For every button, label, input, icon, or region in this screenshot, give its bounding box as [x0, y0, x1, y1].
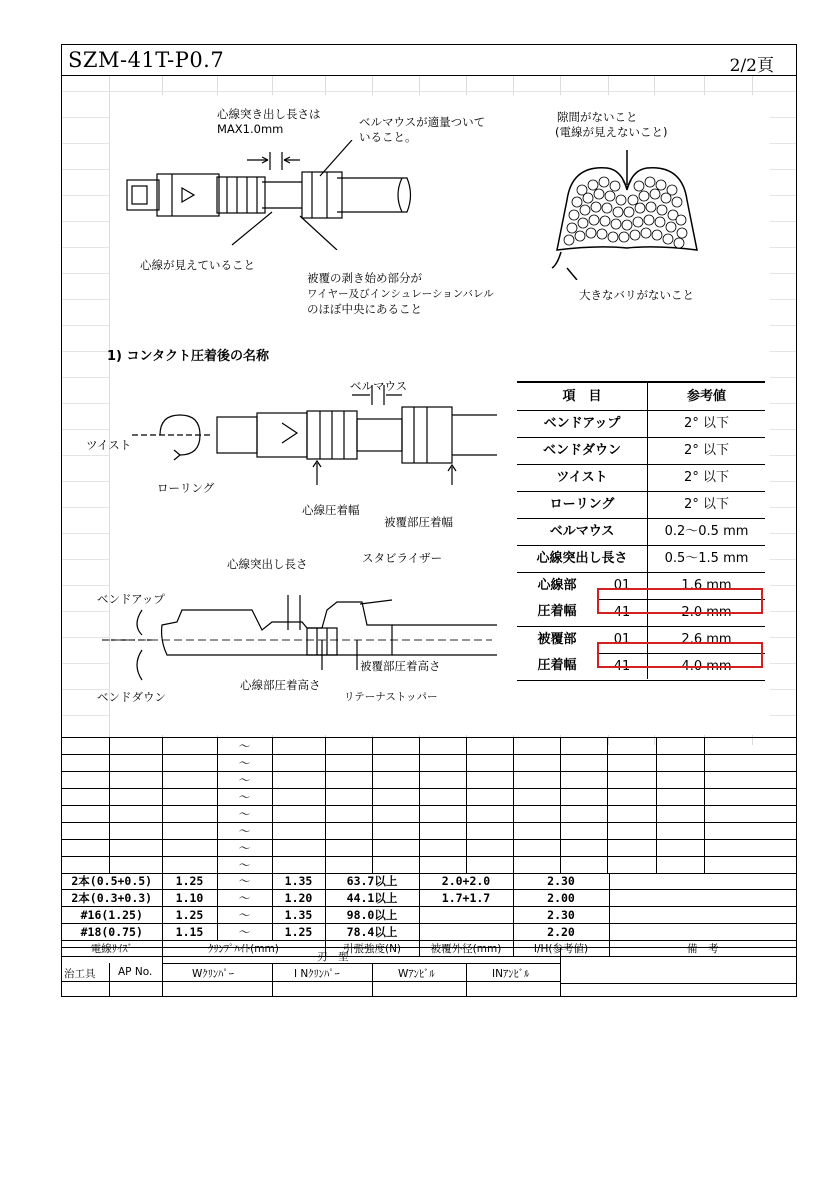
label-insulation-crimp-height: 被覆部圧着高さ: [360, 659, 441, 673]
spec-empty-row: ～: [62, 823, 796, 840]
label-retainer-stopper: リテーナストッパー: [344, 691, 438, 703]
ref-head-value: 参考値: [648, 383, 765, 411]
label-gap-2: (電線が見えないこと): [555, 125, 668, 139]
document-title: SZM-41T-P0.7: [68, 48, 225, 72]
spec-row: #18(0.75) 1.15 ～ 1.25 78.4以上 2.20: [62, 924, 796, 941]
spec-empty-row: ～: [62, 857, 796, 874]
ref-row: 心線突出し長さ 0.5～1.5 mm: [517, 546, 765, 573]
spec-table: [62, 737, 796, 874]
label-burr: 大きなバリがないこと: [579, 288, 694, 302]
label-strip-1: 被覆の剥き始め部分が: [307, 271, 422, 285]
highlight-box: [597, 588, 763, 614]
crimp-cross-section-figure: [547, 140, 707, 280]
label-wire-protrusion: 心線突き出し長さは: [217, 107, 321, 121]
label-wire-protrusion-len: 心線突出し長さ: [227, 557, 308, 571]
spec-label-row: 電線ｻｲｽﾞ ｸﾘﾝﾌﾟﾊｲﾄ(mm) 引張強度(N) 被覆外径(mm) I/H(参考値) 備 考: [62, 941, 796, 957]
spec-empty-row: ～: [62, 772, 796, 789]
ref-head-item: 項 目: [517, 383, 647, 411]
spec-row: 2本(0.5+0.5) 1.25 ～ 1.35 63.7以上 2.0+2.0 2.30: [62, 873, 796, 890]
label-strip-3: のほぼ中央にあること: [307, 302, 422, 316]
ref-row: ベルマウス 0.2～0.5 mm: [517, 519, 765, 546]
tool-in-anvil: INｱﾝﾋﾞﾙ: [492, 968, 530, 980]
label-insulation-crimp-width: 被覆部圧着幅: [384, 515, 453, 529]
label-wire-crimp-width: 心線圧着幅: [302, 503, 360, 517]
label-wire-max: MAX1.0mm: [217, 122, 284, 136]
spec-empty-row: ～: [62, 840, 796, 857]
label-gap-1: 隙間がないこと: [557, 110, 638, 124]
spec-empty-row: ～: [62, 738, 796, 755]
crimped-contact-figure: [122, 140, 422, 250]
ref-row: ベンドアップ 2° 以下: [517, 411, 765, 438]
reference-table: [517, 381, 765, 680]
tool-jig: 治工具: [64, 968, 96, 980]
tool-w-crimper: Wｸﾘﾝﾊﾟｰ: [192, 968, 234, 980]
label-bend-down: ベンドダウン: [97, 690, 166, 704]
header-row: [62, 45, 796, 76]
label-stabilizer: スタビライザー: [362, 551, 443, 565]
spec-row: #16(1.25) 1.25 ～ 1.35 98.0以上 2.30: [62, 907, 796, 924]
spec-empty-row: ～: [62, 789, 796, 806]
tool-w-anvil: Wｱﾝﾋﾞﾙ: [398, 968, 435, 980]
label-rolling: ローリング: [157, 481, 215, 495]
spec-data-table: [62, 873, 796, 957]
ref-wire-part: 心線部 圧着幅 01 1.6 mm 41 2.0 mm: [517, 573, 765, 627]
spec-empty-row: ～: [62, 755, 796, 772]
ref-row: ローリング 2° 以下: [517, 492, 765, 519]
label-twist: ツイスト: [86, 438, 132, 452]
section-title: 1) コンタクト圧着後の名称: [107, 349, 269, 364]
tool-ap-no: AP No.: [118, 966, 153, 978]
ref-row: ツイスト 2° 以下: [517, 465, 765, 492]
ref-row: ベンドダウン 2° 以下: [517, 438, 765, 465]
label-wire-crimp-height: 心線部圧着高さ: [240, 678, 321, 692]
tool-in-crimper: I Nｸﾘﾝﾊﾟｰ: [294, 968, 340, 980]
spec-row: 2本(0.3+0.3) 1.10 ～ 1.20 44.1以上 1.7+1.7 2.00: [62, 890, 796, 907]
ref-insulation-part: 被覆部 圧着幅 01 2.6 mm 41 4.0 mm: [517, 627, 765, 681]
label-strip-2: ワイヤー及びインシュレーションバレル: [307, 288, 494, 300]
label-bellmouth-1: ベルマウスが適量ついて: [359, 115, 486, 129]
tooling-block: [62, 947, 796, 997]
label-bend-up: ベンドアップ: [97, 592, 165, 606]
label-bellmouth: ベルマウス: [350, 379, 408, 393]
drawing-sheet: [61, 44, 797, 997]
label-wire-visible: 心線が見えていること: [140, 258, 255, 272]
label-bellmouth-2: いること。: [359, 130, 417, 144]
tool-blade: 刃 型: [317, 951, 349, 963]
highlight-box: [597, 642, 763, 668]
spec-empty-row: ～: [62, 806, 796, 823]
page-number: 2/2頁: [729, 56, 774, 76]
